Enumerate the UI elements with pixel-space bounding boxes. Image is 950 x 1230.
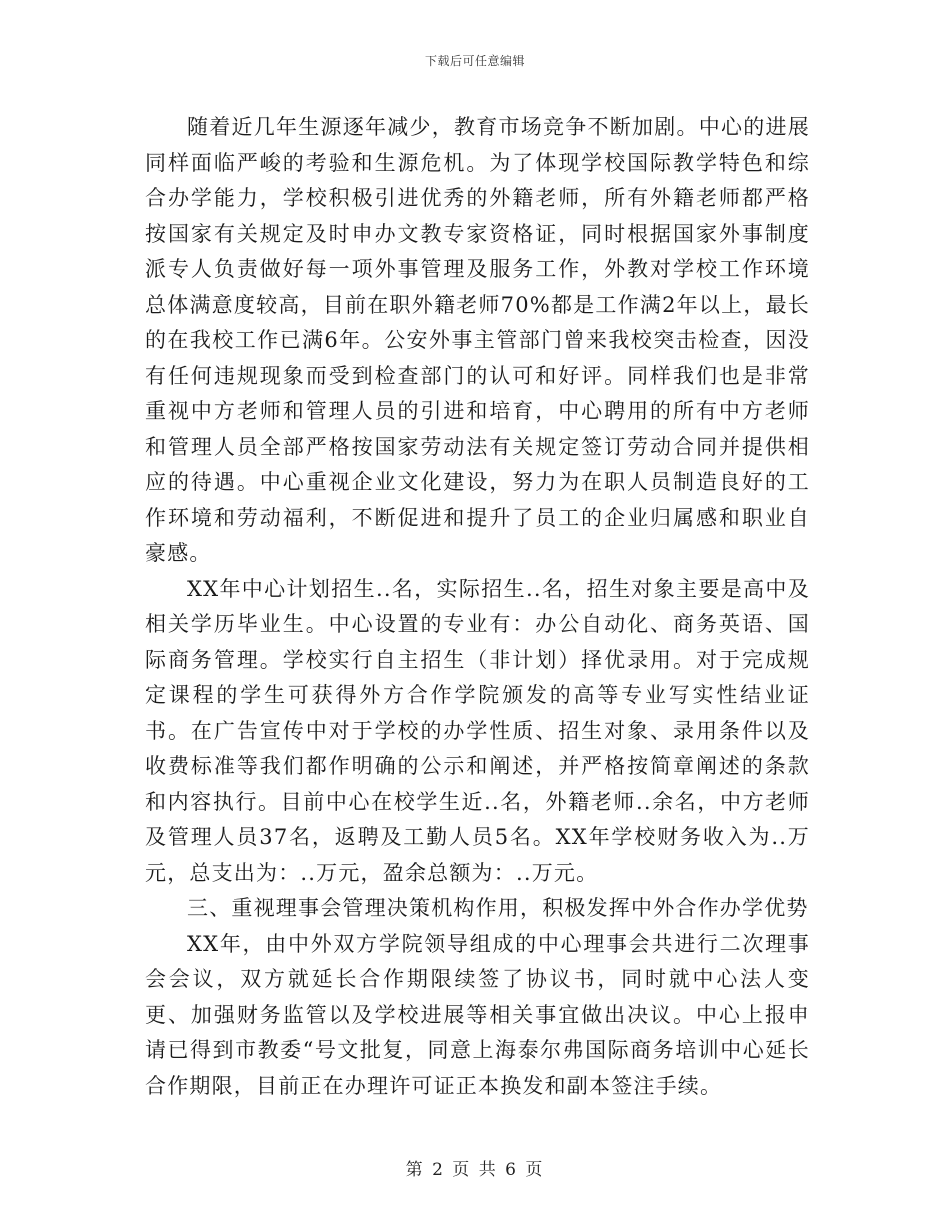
paragraph-board-meeting: XX年，由中外双方学院领导组成的中心理事会共进行二次理事会会议，双方就延长合作期限续签了协议书，同时就中心法人变更、加强财务监管以及学校进展等相关事宜做出决议。中心上报申请已得到市教委“号文批复，同意上海泰尔弗国际商务培训中心延长合作期限，目前正在办理许可证正本换发和副本签注手续。 xyxy=(145,931,810,1098)
paragraph-foreign-teachers: 随着近几年生源逐年减少，教育市场竞争不断加剧。中心的进展同样面临严峻的考验和生源危机。为了体现学校国际教学特色和综合办学能力，学校积极引进优秀的外籍老师，所有外籍老师都严格按国家有关规定及时申办文教专家资格证，同时根据国家外事制度派专人负责做好每一项外事管理及服务工作，外教对学校工作环境总体满意度较高，目前在职外籍老师70%都是工作满2年以上，最长的在我校工作已满6年。公安外事主管部门曾来我校突击检查，因没有任何违规现象而受到检查部门的认可和好评。同样我们也是非常重视中方老师和管理人员的引进和培育，中心聘用的所有中方老师和管理人员全部严格按国家劳动法有关规定签订劳动合同并提供相应的待遇。中心重视企业文化建设，努力为在职人员制造良好的工作环境和劳动福利，不断促进和提升了员工的企业归属感和职业自豪感。 xyxy=(145,115,810,565)
section-heading-board: 三、重视理事会管理决策机构作用，积极发挥中外合作办学优势 xyxy=(187,896,809,920)
page-header: 下载后可任意编辑 xyxy=(424,54,525,68)
page-number: 第 2 页 共 6 页 xyxy=(405,1160,545,1180)
paragraph-enrollment: XX年中心计划招生..名，实际招生..名，招生对象主要是高中及相关学历毕业生。中心设置的专业有：办公自动化、商务英语、国际商务管理。学校实行自主招生（非计划）择优录用。对于完成规定课程的学生可获得外方合作学院颁发的高等专业写实性结业证书。在广告宣传中对于学校的办学性质、招生对象、录用条件以及收费标准等我们都作明确的公示和阐述，并严格按简章阐述的条款和内容执行。目前中心在校学生近..名，外籍老师..余名，中方老师及管理人员37名，返聘及工勤人员5名。XX年学校财务收入为..万元，总支出为：..万元，盈余总额为：..万元。 xyxy=(145,576,810,885)
document-body xyxy=(145,110,810,1104)
